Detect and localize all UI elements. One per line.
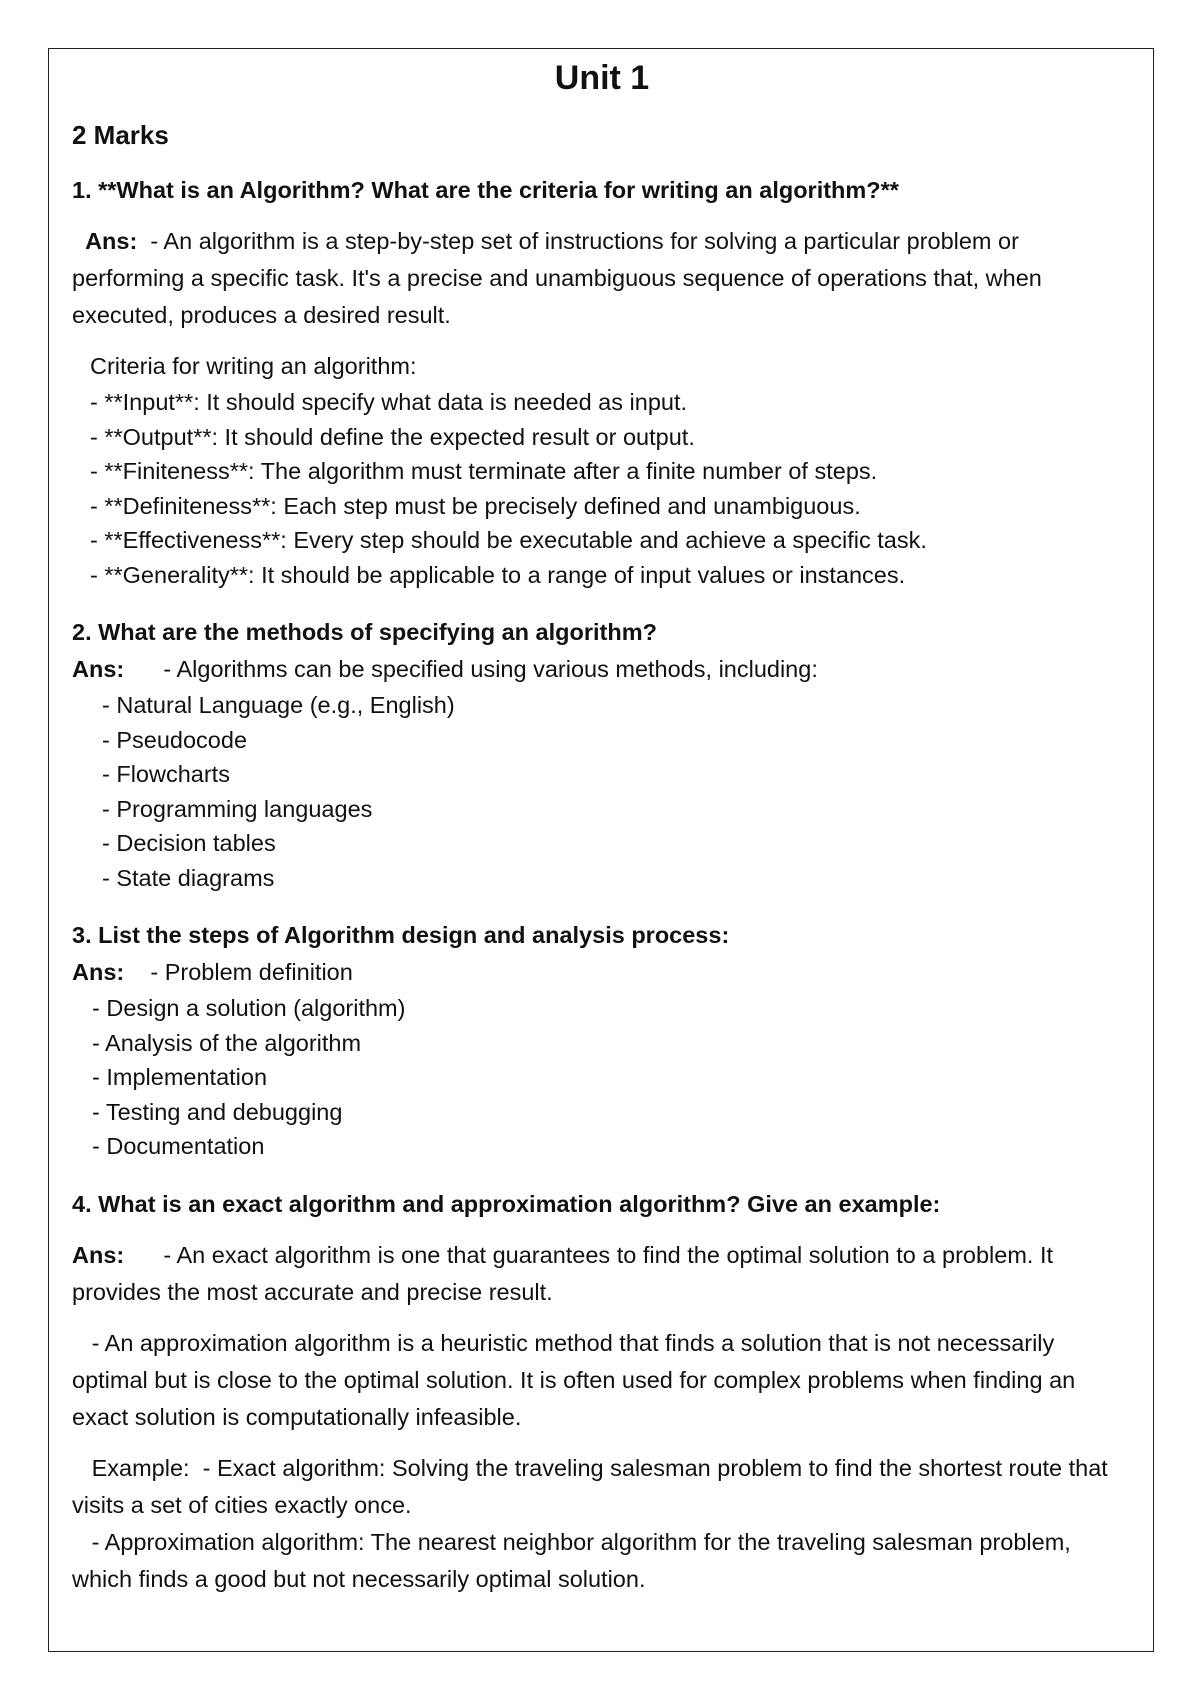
method-item: - State diagrams (102, 864, 275, 891)
example-exact-text: - Exact algorithm: Solving the traveling salesman problem to find the shortest route that visits a set of cities exactly once. (72, 1454, 1108, 1518)
step-item: - Testing and debugging (92, 1098, 343, 1125)
question-1: 1. **What is an Algorithm? What are the criteria for writing an algorithm?** (72, 177, 899, 203)
answer-3 (72, 954, 1132, 991)
answer-4-exact (72, 1237, 1132, 1311)
method-item: - Flowcharts (102, 761, 230, 787)
answer-2 (72, 651, 1132, 688)
criteria-item: - **Output**: It should define the expected result or output. (90, 423, 695, 450)
ans-label: Ans: (72, 959, 125, 985)
criteria-item: - **Input**: It should specify what data is needed as input. (90, 389, 688, 415)
question-2: 2. What are the methods of specifying an algorithm? (72, 619, 657, 645)
method-item: - Pseudocode (102, 726, 248, 753)
method-item: - Programming languages (102, 795, 373, 822)
criteria-item: - **Generality**: It should be applicable to a range of input values or instances. (90, 561, 906, 588)
example-exact (72, 1450, 1132, 1524)
example-approx (72, 1524, 1132, 1598)
answer-4-approx-text: - An approximation algorithm is a heuristic method that finds a solution that is not necessarily optimal but is close to the optimal solution. It is often used for complex problems when finding an exact solution is computationally infeasible. (72, 1329, 1076, 1430)
method-item: - Natural Language (e.g., English) (102, 692, 455, 718)
criteria-item: - **Definiteness**: Each step must be precisely defined and unambiguous. (90, 492, 861, 519)
answer-4-exact-text: - An exact algorithm is one that guarantees to find the optimal solution to a problem. It provides the most accurate and precise result. (72, 1241, 1054, 1305)
step-item: - Analysis of the algorithm (92, 1029, 362, 1056)
example-approx-text: - Approximation algorithm: The nearest neighbor algorithm for the traveling salesman problem, which finds a good but not necessarily optimal solution. (72, 1528, 1071, 1592)
answer-4-approx (72, 1325, 1132, 1436)
question-3: 3. List the steps of Algorithm design and analysis process: (72, 922, 730, 948)
step-item: - Documentation (92, 1133, 265, 1159)
answer-1-text: - An algorithm is a step-by-step set of instructions for solving a particular problem or performing a specific task. It's a precise and unambiguous sequence of operations that, when executed, produces a desired result. (72, 228, 1042, 328)
marks-title: 2 Marks (72, 120, 169, 150)
step-item: - Design a solution (algorithm) (92, 995, 406, 1021)
step-item: - Implementation (92, 1064, 268, 1090)
example-label: Example: (91, 1454, 190, 1481)
question-4: 4. What is an exact algorithm and approximation algorithm? Give an example: (72, 1190, 941, 1217)
ans-label: Ans: (72, 656, 125, 682)
answer-2-text: - Algorithms can be specified using various methods, including: (163, 656, 818, 682)
method-item: - Decision tables (102, 830, 276, 856)
criteria-item: - **Finiteness**: The algorithm must terminate after a finite number of steps. (90, 458, 878, 484)
answer-3-first: - Problem definition (150, 959, 353, 985)
document-content (72, 56, 1132, 1598)
answer-1 (72, 223, 1132, 334)
criteria-item: - **Effectiveness**: Every step should be executable and achieve a specific task. (90, 527, 927, 553)
unit-title: Unit 1 (554, 59, 650, 97)
ans-label: Ans: (85, 228, 138, 254)
criteria-heading: Criteria for writing an algorithm: (90, 353, 417, 379)
ans-label: Ans: (72, 1241, 125, 1268)
